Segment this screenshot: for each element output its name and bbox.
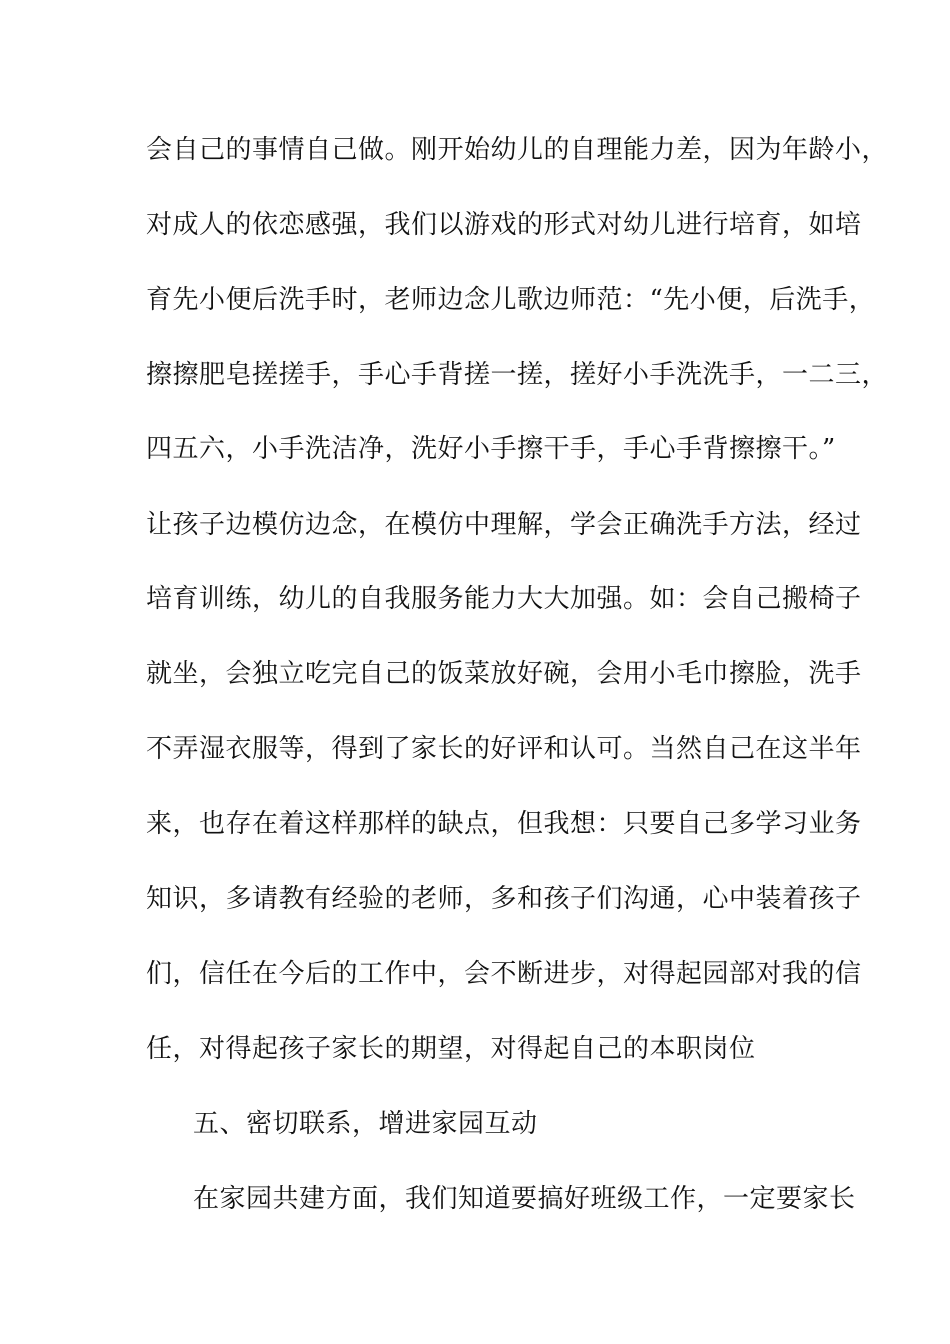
paragraph-line-9: 不弄湿衣服等，得到了家长的好评和认可。当然自己在这半年 [146,734,862,764]
paragraph-line-13: 任，对得起孩子家长的期望，对得起自己的本职岗位 [146,1034,756,1064]
section-heading: 五、密切联系，增进家园互动 [193,1109,538,1139]
section-paragraph-line-1: 在家园共建方面，我们知道要搞好班级工作，一定要家长 [193,1184,856,1214]
paragraph-line-1: 会自己的事情自己做。刚开始幼儿的自理能力差，因为年龄小， [146,135,889,165]
paragraph-line-7: 培育训练，幼儿的自我服务能力大大加强。如：会自己搬椅子 [146,584,862,614]
paragraph-line-6: 让孩子边模仿边念，在模仿中理解，学会正确洗手方法，经过 [146,510,862,540]
paragraph-line-3: 育先小便后洗手时，老师边念儿歌边师范：“先小便，后洗手， [146,285,876,315]
paragraph-line-4: 擦擦肥皂搓搓手，手心手背搓一搓，搓好小手洗洗手，一二三， [146,360,889,390]
paragraph-line-12: 们，信任在今后的工作中，会不断进步，对得起园部对我的信 [146,959,862,989]
paragraph-line-8: 就坐，会独立吃完自己的饭菜放好碗，会用小毛巾擦脸，洗手 [146,659,862,689]
paragraph-line-2: 对成人的依恋感强，我们以游戏的形式对幼儿进行培育，如培 [146,210,862,240]
paragraph-line-11: 知识，多请教有经验的老师，多和孩子们沟通，心中装着孩子 [146,884,862,914]
paragraph-line-10: 来，也存在着这样那样的缺点，但我想：只要自己多学习业务 [146,809,862,839]
paragraph-line-5: 四五六，小手洗洁净，洗好小手擦干手，手心手背擦擦干。” [146,434,836,464]
